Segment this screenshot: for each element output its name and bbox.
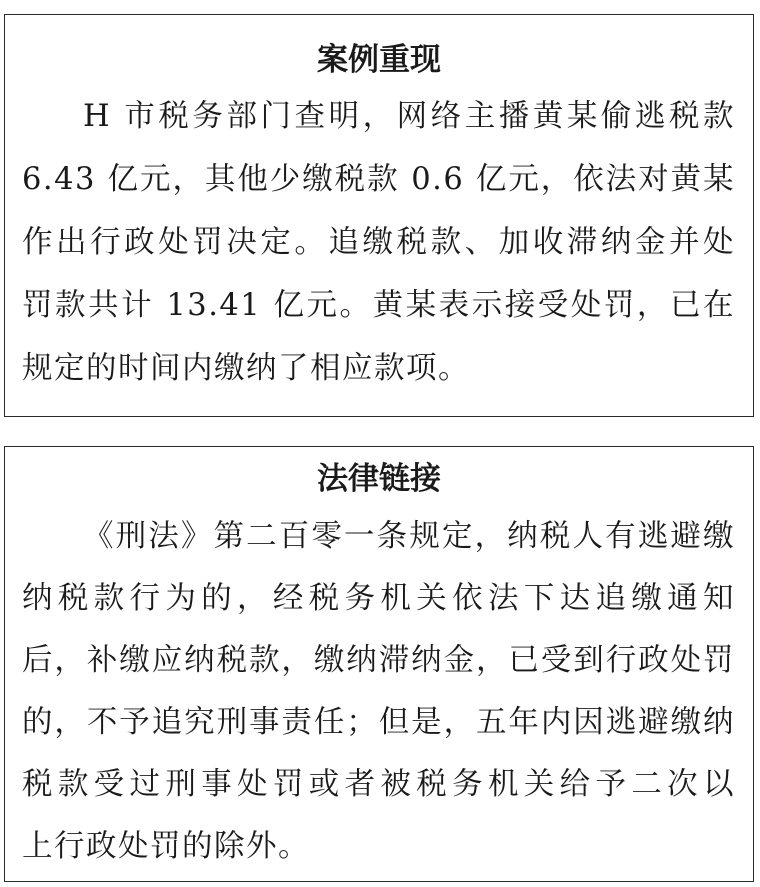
law-text-line-6: 上行政处罚的除外。 [22,829,310,864]
law-text-line-2: 纳税款行为的，经税务机关依法下达追缴通知 [22,581,735,616]
law-text-line-5: 税款受过刑事处罚或者被税务机关给予二次以 [22,767,735,802]
case-text-line-1: H 市税务部门查明，网络主播黄某偷逃税款 [83,99,735,134]
law-section-title: 法律链接 [317,461,441,497]
case-section-box [4,14,754,417]
case-section-title: 案例重现 [317,42,441,78]
law-text-line-3: 后，补缴应纳税款，缴纳滞纳金，已受到行政处罚 [22,643,735,678]
case-text-line-4: 罚款共计 13.41 亿元。黄某表示接受处罚，已在 [22,288,735,323]
case-section-body [5,83,753,400]
case-text-line-3: 作出行政处罚决定。追缴税款、加收滞纳金并处 [22,225,735,260]
law-section-body [5,503,753,878]
law-text-line-4: 的，不予追究刑事责任；但是，五年内因逃避缴纳 [22,705,735,740]
case-text-line-5: 规定的时间内缴纳了相应款项。 [22,351,470,386]
law-text-line-1: 《刑法》第二百零一条规定，纳税人有逃避缴 [83,519,735,554]
law-section-box [4,446,754,882]
case-text-line-2: 6.43 亿元，其他少缴税款 0.6 亿元，依法对黄某 [22,162,735,197]
